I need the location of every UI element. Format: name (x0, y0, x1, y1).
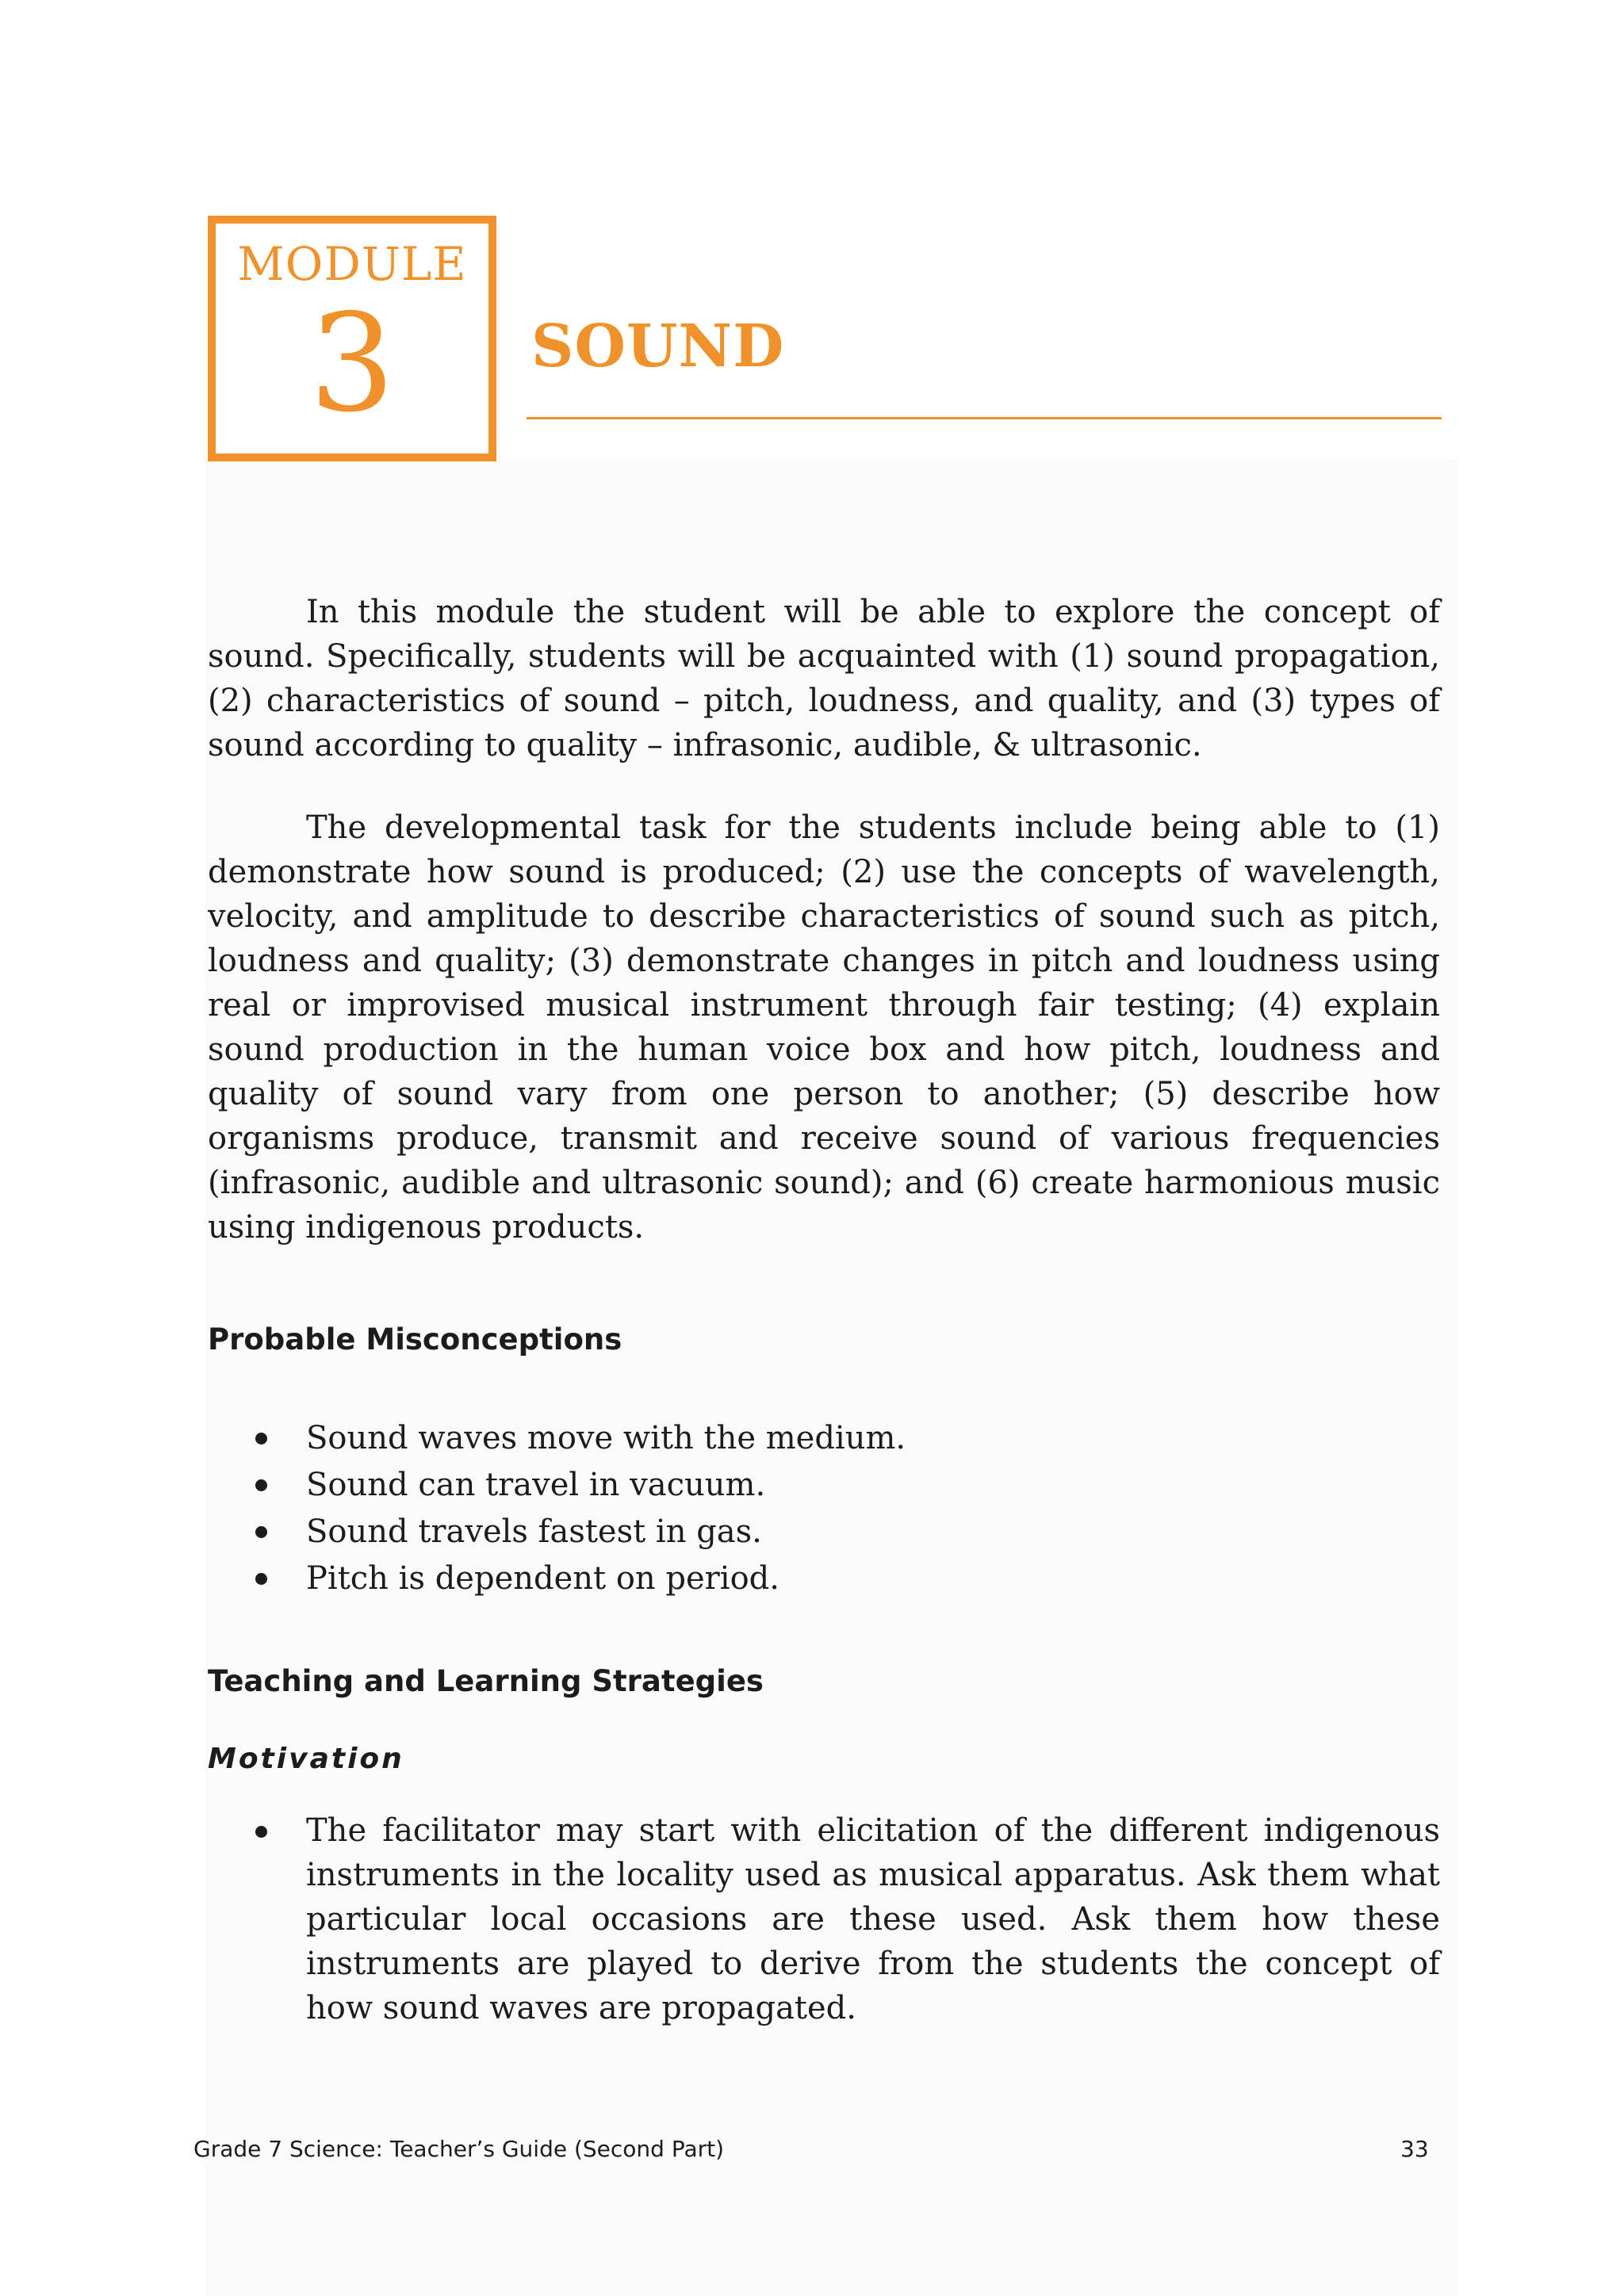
title-underline (527, 417, 1442, 419)
module-label: MODULE (237, 237, 467, 291)
list-item-text: Sound travels fastest in gas. (306, 1513, 762, 1550)
footer-page-number: 33 (1400, 2136, 1429, 2162)
module-box (208, 216, 496, 461)
bullet-icon (255, 1526, 267, 1538)
list-item-text: Sound waves move with the medium. (306, 1420, 906, 1456)
motivation-subheading: Motivation (208, 1743, 404, 1775)
strategies-list (208, 1808, 1440, 2030)
bullet-icon (255, 1479, 267, 1491)
list-item-text: The facilitator may start with elicitation of the different indigenous instruments in the locality used as musical apparatus. Ask them what particular local occasions are these used. Ask them how these instruments are played to derive from the students the concept of how sound waves are propagated. (306, 1812, 1440, 2026)
bullet-icon (255, 1433, 267, 1445)
module-title: SOUND (531, 312, 785, 381)
footer-book-title: Grade 7 Science: Teacher’s Guide (Second Part) (193, 2136, 725, 2162)
bullet-icon (255, 1826, 267, 1838)
list-item (208, 1509, 1440, 1556)
strategies-heading: Teaching and Learning Strategies (208, 1664, 764, 1698)
module-number: 3 (308, 285, 396, 442)
list-item-text: Pitch is dependent on period. (306, 1560, 779, 1597)
main-content (208, 590, 1440, 2030)
list-item-text: Sound can travel in vacuum. (306, 1467, 766, 1503)
list-item (208, 1415, 1440, 1462)
list-item (208, 1462, 1440, 1509)
list-item (208, 1556, 1440, 1602)
misconceptions-list (208, 1415, 1440, 1602)
bullet-icon (255, 1573, 267, 1585)
misconceptions-heading: Probable Misconceptions (208, 1322, 622, 1357)
intro-paragraph-1: In this module the student will be able to explore the concept of sound. Specifically, students will be acquainted with (1) sound propagation, (2) characteristics of sound – pitch, loudness, and quality, and (3) types of sound according to quality – infrasonic, audible, & ultrasonic. (208, 594, 1440, 763)
intro-paragraph-2: The developmental task for the students include being able to (1) demonstrate how sound is produced; (2) use the concepts of wavelength, velocity, and amplitude to describe characteristics of sound such as pitch, loudness and quality; (3) demonstrate changes in pitch and loudness using real or improvised musical instrument through fair testing; (4) explain sound production in the human voice box and how pitch, loudness and quality of sound vary from one person to another; (5) describe how organisms produce, transmit and receive sound of various frequencies (infrasonic, audible and ultrasonic sound); and (6) create harmonious music using indigenous products. (208, 809, 1440, 1246)
list-item (208, 1808, 1440, 2030)
